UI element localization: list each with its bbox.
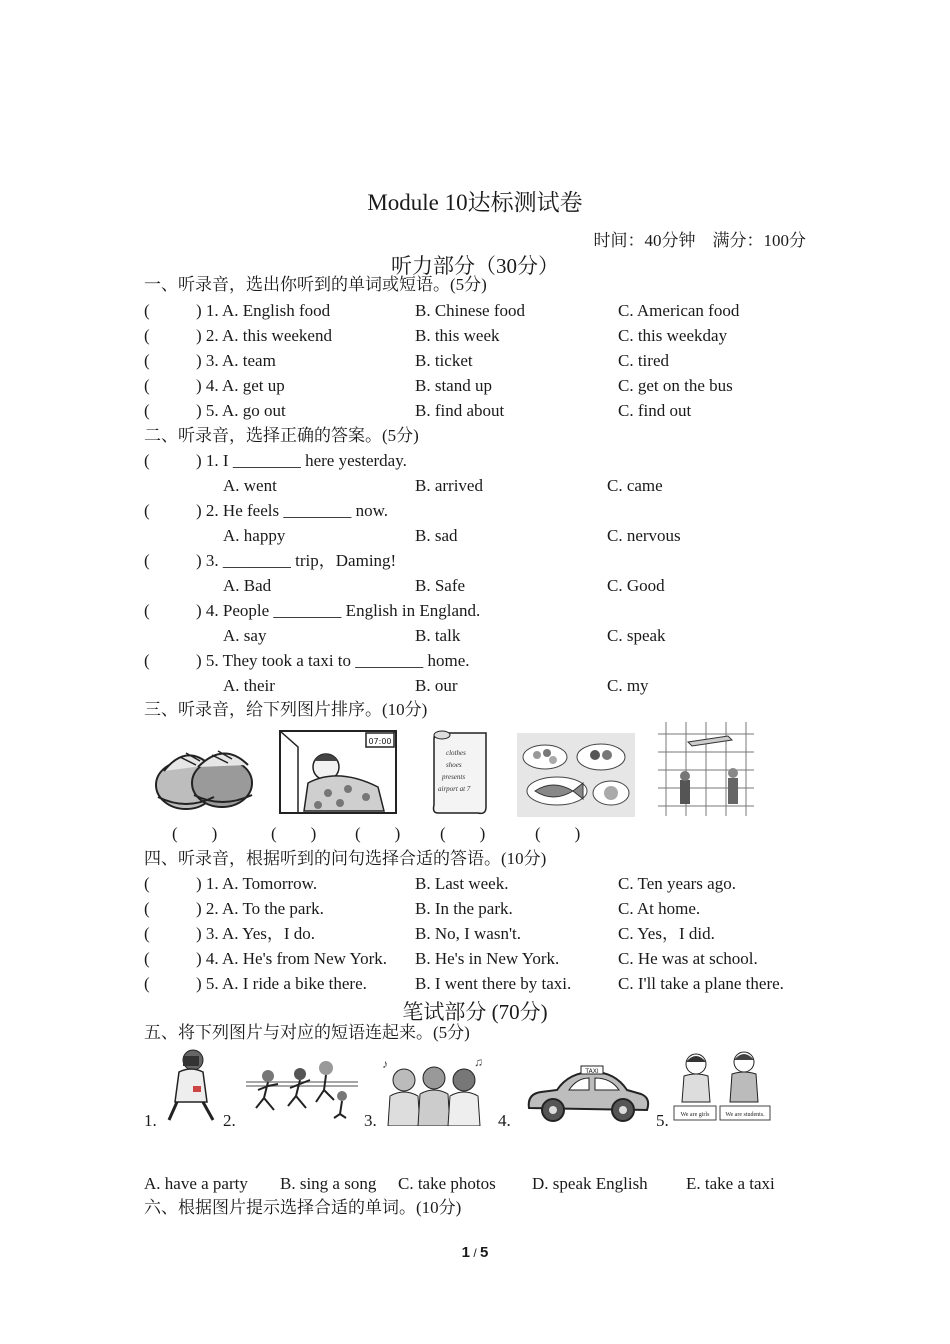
option-c: C. Yes，I did. [618, 924, 715, 943]
order-blank[interactable]: ( ) [271, 824, 317, 843]
option-c: C. this weekday [618, 326, 728, 345]
option-c: C. nervous [607, 526, 681, 545]
speech-sign: We are students. [725, 1112, 765, 1118]
taxi-sign: TAXI [585, 1068, 599, 1075]
option-c: C. American food [618, 301, 740, 320]
option-b: B. No, I wasn't. [415, 924, 522, 943]
option-c: C. Good [607, 576, 665, 595]
option-a: A. say [223, 626, 267, 645]
question-row: ( ) 4. A. get up [144, 376, 285, 395]
picture-number: 2. [223, 1111, 236, 1130]
singing-picture [380, 1052, 488, 1126]
option-b: B. Chinese food [415, 301, 526, 320]
writing-section-header: 笔试部分 (70分) [402, 1000, 548, 1024]
page-number: 1 / 5 [461, 1244, 489, 1261]
svg-text:♪: ♪ [382, 1057, 388, 1071]
question-stem: ( ) 4. People ________ English in England. [144, 601, 481, 620]
note-scroll-picture [428, 727, 494, 817]
option-b: B. find about [415, 401, 505, 420]
taxi-picture [523, 1064, 653, 1126]
svg-text:♫: ♫ [474, 1055, 483, 1069]
section3-heading: 三、听录音，给下列图片排序。(10分) [144, 700, 428, 719]
shoes-picture [150, 735, 258, 815]
option-b: B. I went there by taxi. [415, 974, 572, 993]
time-score-info: 时间：40分钟 满分：100分 [593, 231, 806, 250]
note-line: presents [442, 773, 466, 781]
clock-time: 07:00 [368, 737, 392, 746]
option-b: B. this week [415, 326, 500, 345]
picture-number: 4. [498, 1111, 511, 1130]
option-a: A. their [223, 676, 275, 695]
question-row: ( ) 4. A. He's from New York. [144, 949, 388, 968]
speaking-girls-picture [672, 1048, 772, 1126]
option-b: B. Safe [415, 576, 466, 595]
question-row: ( ) 1. A. English food [144, 301, 331, 320]
page-title: Module 10达标测试卷 [367, 190, 583, 215]
option-b: B. sad [415, 526, 458, 545]
option-b: B. talk [415, 626, 461, 645]
order-blank[interactable]: ( ) [440, 824, 486, 843]
option-a: A. went [223, 476, 277, 495]
food-dishes-picture [517, 733, 635, 817]
taking-photo-picture [163, 1046, 219, 1124]
section4-heading: 四、听录音，根据听到的问句选择合适的答语。(10分) [144, 849, 547, 868]
listening-section-header: 听力部分（30分） [391, 254, 559, 278]
option-c: C. I'll take a plane there. [618, 974, 784, 993]
option-c: C. my [607, 676, 649, 695]
question-row: ( ) 3. A. team [144, 351, 276, 370]
option-b: B. our [415, 676, 458, 695]
option-c: C. speak [607, 626, 666, 645]
option-c: C. At home. [618, 899, 701, 918]
note-line: clothes [446, 749, 466, 757]
question-row: ( ) 2. A. To the park. [144, 899, 324, 918]
option-b: B. arrived [415, 476, 483, 495]
airport-picture [658, 722, 754, 816]
note-line: shoes [446, 761, 462, 769]
note-line: airport at 7 [438, 785, 471, 793]
option-c: C. tired [618, 351, 669, 370]
question-stem: ( ) 5. They took a taxi to ________ home. [144, 651, 470, 670]
picture-number: 5. [656, 1111, 669, 1130]
option-a: A. Bad [223, 576, 272, 595]
order-blank[interactable]: ( ) [355, 824, 401, 843]
option-b: B. stand up [415, 376, 492, 395]
question-row: ( ) 2. A. this weekend [144, 326, 332, 345]
match-option: E. take a taxi [686, 1174, 775, 1193]
option-b: B. ticket [415, 351, 473, 370]
option-a: A. happy [223, 526, 286, 545]
picture-number: 1. [144, 1111, 157, 1130]
option-c: C. Ten years ago. [618, 874, 736, 893]
option-b: B. In the park. [415, 899, 513, 918]
section6-heading: 六、根据图片提示选择合适的单词。(10分) [144, 1198, 462, 1217]
match-option: D. speak English [532, 1174, 648, 1193]
match-option: A. have a party [144, 1174, 248, 1193]
question-row: ( ) 1. A. Tomorrow. [144, 874, 318, 893]
match-option: B. sing a song [280, 1174, 377, 1193]
question-row: ( ) 5. A. I ride a bike there. [144, 974, 367, 993]
section5-heading: 五、将下列图片与对应的短语连起来。(5分) [144, 1023, 470, 1042]
option-c: C. came [607, 476, 663, 495]
option-c: C. He was at school. [618, 949, 758, 968]
option-c: C. get on the bus [618, 376, 733, 395]
section2-heading: 二、听录音，选择正确的答案。(5分) [144, 426, 419, 445]
picture-number: 3. [364, 1111, 377, 1130]
match-option: C. take photos [398, 1174, 496, 1193]
order-blank[interactable]: ( ) [172, 824, 218, 843]
question-stem: ( ) 3. ________ trip，Daming! [144, 551, 397, 570]
boy-in-bed-picture [278, 727, 398, 815]
question-stem: ( ) 1. I ________ here yesterday. [144, 451, 407, 470]
option-b: B. He's in New York. [415, 949, 560, 968]
order-blank[interactable]: ( ) [535, 824, 581, 843]
question-stem: ( ) 2. He feels ________ now. [144, 501, 388, 520]
question-row: ( ) 3. A. Yes，I do. [144, 924, 316, 943]
running-race-picture [246, 1056, 358, 1120]
section1-heading: 一、听录音，选出你听到的单词或短语。(5分) [144, 275, 487, 294]
option-b: B. Last week. [415, 874, 509, 893]
option-c: C. find out [618, 401, 692, 420]
question-row: ( ) 5. A. go out [144, 401, 286, 420]
speech-sign: We are girls [680, 1112, 710, 1118]
